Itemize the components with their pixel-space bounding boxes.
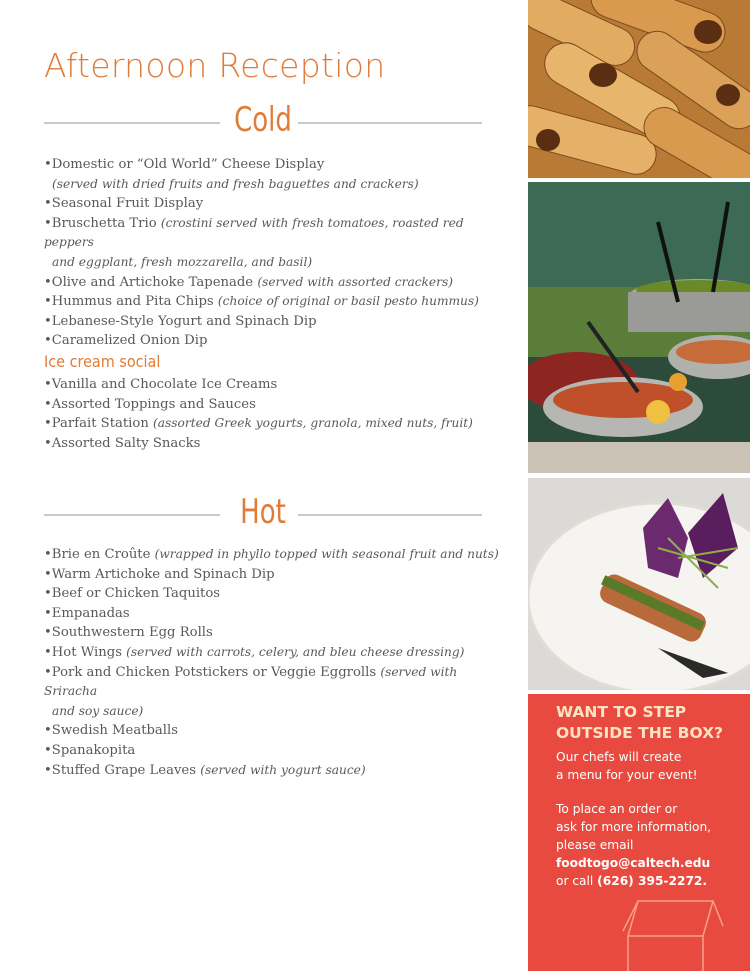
hot-section-header [44, 492, 482, 538]
list-item: • Swedish Meatballs [44, 721, 514, 741]
page-title: Afternoon Reception [44, 46, 386, 85]
plated-dish-photo [528, 478, 750, 690]
list-item: • Assorted Salty Snacks [44, 434, 484, 454]
list-item: • Stuffed Grape Leaves (served with yogurt sauce) [44, 761, 514, 781]
divider-right [298, 122, 482, 124]
list-item: • Brie en Croûte (wrapped in phyllo topped with seasonal fruit and nuts) [44, 545, 514, 565]
list-item: • Assorted Toppings and Sauces [44, 395, 484, 415]
list-item: • Seasonal Fruit Display [44, 194, 484, 214]
ice-cream-heading: Ice cream social [44, 352, 161, 371]
taquitos-photo [528, 0, 750, 178]
cold-menu-list [44, 155, 484, 351]
list-item: • Beef or Chicken Taquitos [44, 584, 514, 604]
hot-heading: Hot [240, 492, 286, 532]
list-item: • Parfait Station (assorted Greek yogurts, granola, mixed nuts, fruit) [44, 414, 484, 434]
ice-cream-menu-list [44, 375, 484, 453]
email-link[interactable]: foodtogo@caltech.edu [556, 856, 711, 870]
list-item: • Empanadas [44, 604, 514, 624]
list-item: • Domestic or “Old World” Cheese Display (served with dried fruits and fresh baguettes and crackers) [44, 155, 484, 194]
list-item: • Olive and Artichoke Tapenade (served with assorted crackers) [44, 273, 484, 293]
cta-heading: WANT TO STEP OUTSIDE THE BOX? [556, 703, 724, 742]
list-item: • Caramelized Onion Dip [44, 331, 484, 351]
cta-panel [528, 694, 750, 971]
list-item: • Bruschetta Trio (crostini served with fresh tomatoes, roasted red peppers and eggplant, fresh mozzarella, and basil) [44, 214, 484, 273]
list-item: • Warm Artichoke and Spinach Dip [44, 565, 514, 585]
buffet-photo [528, 182, 750, 473]
list-item: • Lebanese-Style Yogurt and Spinach Dip [44, 312, 484, 332]
list-item: • Vanilla and Chocolate Ice Creams [44, 375, 484, 395]
cold-section-header [44, 100, 482, 146]
list-item: • Southwestern Egg Rolls [44, 623, 514, 643]
list-item: • Hot Wings (served with carrots, celery, and bleu cheese dressing) [44, 643, 514, 663]
cta-message: Our chefs will create a menu for your event! [556, 750, 698, 782]
cta-contact: To place an order or ask for more information, please email foodtogo@caltech.edu or call (626) 395-2272. [556, 802, 712, 888]
list-item: • Hummus and Pita Chips (choice of original or basil pesto hummus) [44, 292, 484, 312]
list-item: • Pork and Chicken Potstickers or Veggie Eggrolls (served with Sriracha and soy sauce) [44, 663, 514, 722]
hot-menu-list [44, 545, 514, 780]
cold-heading: Cold [234, 100, 292, 140]
divider-right [298, 514, 482, 516]
list-item: • Spanakopita [44, 741, 514, 761]
box-icon [528, 881, 750, 971]
phone-number[interactable]: (626) 395-2272. [597, 874, 708, 888]
